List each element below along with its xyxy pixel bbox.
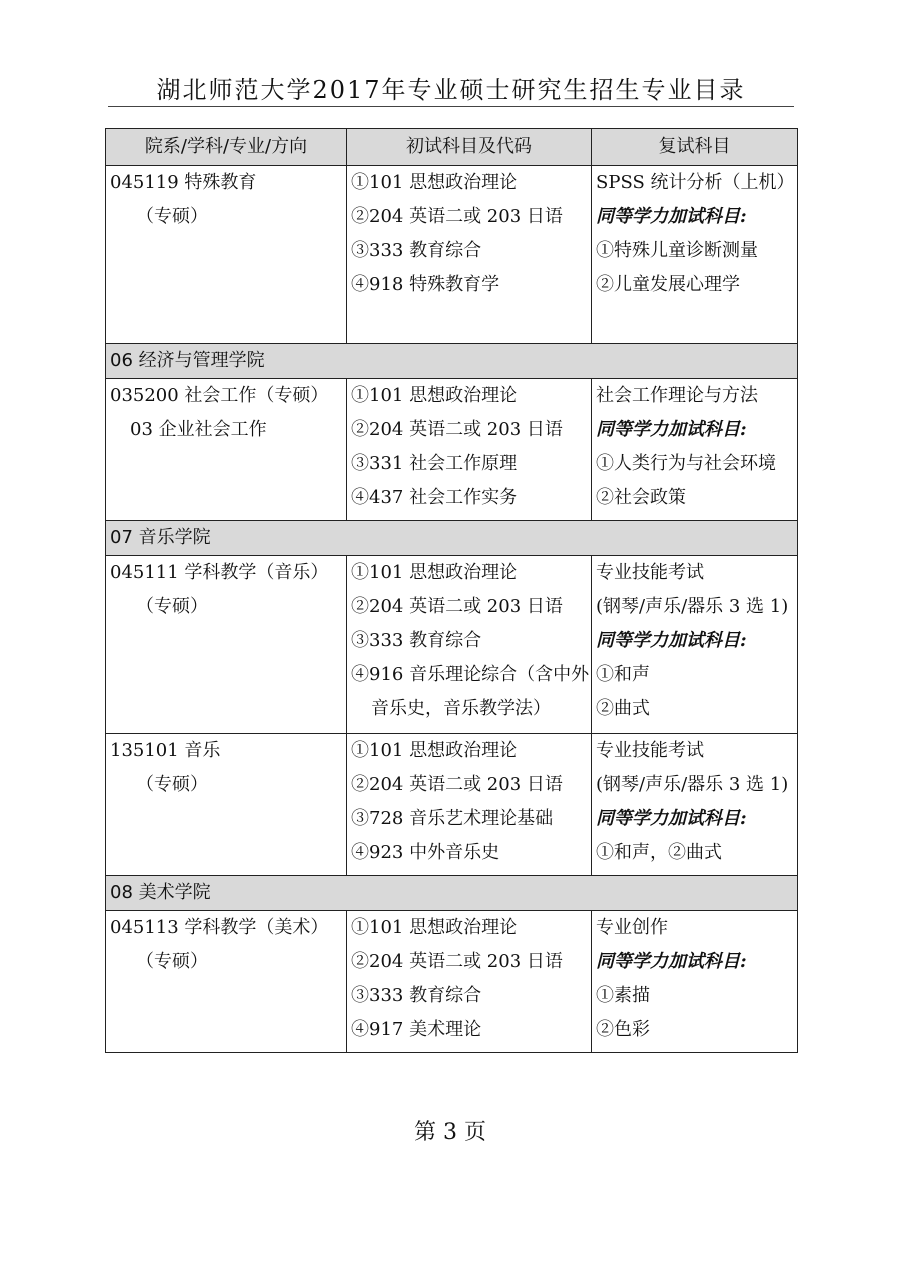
major-cell (106, 911, 347, 1053)
exam-item: ①101 思想政治理论 (351, 562, 518, 583)
exam-item: ③333 教育综合 (351, 630, 482, 651)
exam-item: ①101 思想政治理论 (351, 740, 518, 761)
exam-cell (347, 379, 592, 521)
retest-item: ①素描 (596, 985, 650, 1006)
exam-cell (347, 734, 592, 876)
department-row (106, 521, 798, 556)
exam-item: ①101 思想政治理论 (351, 385, 518, 406)
retest-item: ②色彩 (596, 1019, 650, 1040)
header-rule (108, 106, 794, 107)
table-row (106, 734, 798, 876)
exam-item: ④917 美术理论 (351, 1019, 482, 1040)
major-cell (106, 556, 347, 734)
equivalent-exam-label: 同等学力加试科目: (596, 630, 747, 651)
retest-cell (592, 556, 798, 734)
major-cell (106, 734, 347, 876)
exam-item: ③728 音乐艺术理论基础 (351, 808, 554, 829)
exam-item: ①101 思想政治理论 (351, 172, 518, 193)
table-row (106, 556, 798, 734)
retest-item: ①特殊儿童诊断测量 (596, 240, 758, 261)
retest-item: 专业技能考试 (596, 740, 704, 761)
major-type: （专硕） (136, 596, 208, 617)
major-cell (106, 166, 347, 344)
table-header-row (106, 129, 798, 166)
exam-item: ④923 中外音乐史 (351, 842, 500, 863)
exam-item: ②204 英语二或 203 日语 (351, 951, 563, 972)
equivalent-exam-label: 同等学力加试科目: (596, 808, 747, 829)
retest-item: (钢琴/声乐/器乐 3 选 1) (596, 774, 789, 795)
enrollment-catalog-table (105, 128, 798, 1053)
retest-item: ①和声 (596, 664, 650, 685)
major-type: （专硕） (136, 951, 208, 972)
page-number: 第 3 页 (414, 1120, 486, 1145)
exam-item: ④918 特殊教育学 (351, 274, 500, 295)
exam-cell (347, 166, 592, 344)
retest-cell (592, 166, 798, 344)
retest-cell (592, 379, 798, 521)
equivalent-exam-label: 同等学力加试科目: (596, 419, 747, 440)
exam-item-continued: 音乐史，音乐教学法） (371, 698, 551, 719)
exam-cell (347, 911, 592, 1053)
major-type: （专硕） (136, 774, 208, 795)
table-row (106, 379, 798, 521)
column-header-initial-exam: 初试科目及代码 (347, 129, 592, 166)
major-code-name: 045111 学科教学（音乐） (110, 562, 329, 583)
retest-item: ①人类行为与社会环境 (596, 453, 776, 474)
retest-item: 专业创作 (596, 917, 668, 938)
page-title: 湖北师范大学2017年专业硕士研究生招生专业目录 (156, 76, 746, 104)
retest-item: (钢琴/声乐/器乐 3 选 1) (596, 596, 789, 617)
exam-item: ②204 英语二或 203 日语 (351, 206, 563, 227)
exam-item: ②204 英语二或 203 日语 (351, 774, 563, 795)
major-code-name: 045119 特殊教育 (110, 172, 257, 193)
equivalent-exam-label: 同等学力加试科目: (596, 206, 747, 227)
retest-item: ①和声，②曲式 (596, 842, 722, 863)
exam-item: ③333 教育综合 (351, 985, 482, 1006)
major-code-name: 035200 社会工作（专硕） (110, 385, 329, 406)
exam-item: ④916 音乐理论综合（含中外 (351, 664, 590, 685)
retest-item: SPSS 统计分析（上机） (596, 172, 795, 193)
exam-cell (347, 556, 592, 734)
retest-item: 社会工作理论与方法 (596, 385, 758, 406)
major-code-name: 045113 学科教学（美术） (110, 917, 329, 938)
department-name: 08 美术学院 (106, 876, 798, 911)
retest-cell (592, 734, 798, 876)
table-row (106, 166, 798, 344)
exam-item: ③333 教育综合 (351, 240, 482, 261)
retest-item: ②曲式 (596, 698, 650, 719)
equivalent-exam-label: 同等学力加试科目: (596, 951, 747, 972)
major-type: （专硕） (136, 206, 208, 227)
major-cell (106, 379, 347, 521)
exam-item: ①101 思想政治理论 (351, 917, 518, 938)
retest-item: 专业技能考试 (596, 562, 704, 583)
major-code-name: 135101 音乐 (110, 740, 221, 761)
retest-item: ②社会政策 (596, 487, 686, 508)
major-direction: 03 企业社会工作 (130, 419, 267, 440)
exam-item: ②204 英语二或 203 日语 (351, 419, 563, 440)
department-row (106, 344, 798, 379)
retest-item: ②儿童发展心理学 (596, 274, 740, 295)
department-name: 07 音乐学院 (106, 521, 798, 556)
column-header-retest: 复试科目 (592, 129, 798, 166)
column-header-major: 院系/学科/专业/方向 (106, 129, 347, 166)
exam-item: ④437 社会工作实务 (351, 487, 518, 508)
table-row (106, 911, 798, 1053)
exam-item: ③331 社会工作原理 (351, 453, 518, 474)
exam-item: ②204 英语二或 203 日语 (351, 596, 563, 617)
retest-cell (592, 911, 798, 1053)
department-row (106, 876, 798, 911)
department-name: 06 经济与管理学院 (106, 344, 798, 379)
